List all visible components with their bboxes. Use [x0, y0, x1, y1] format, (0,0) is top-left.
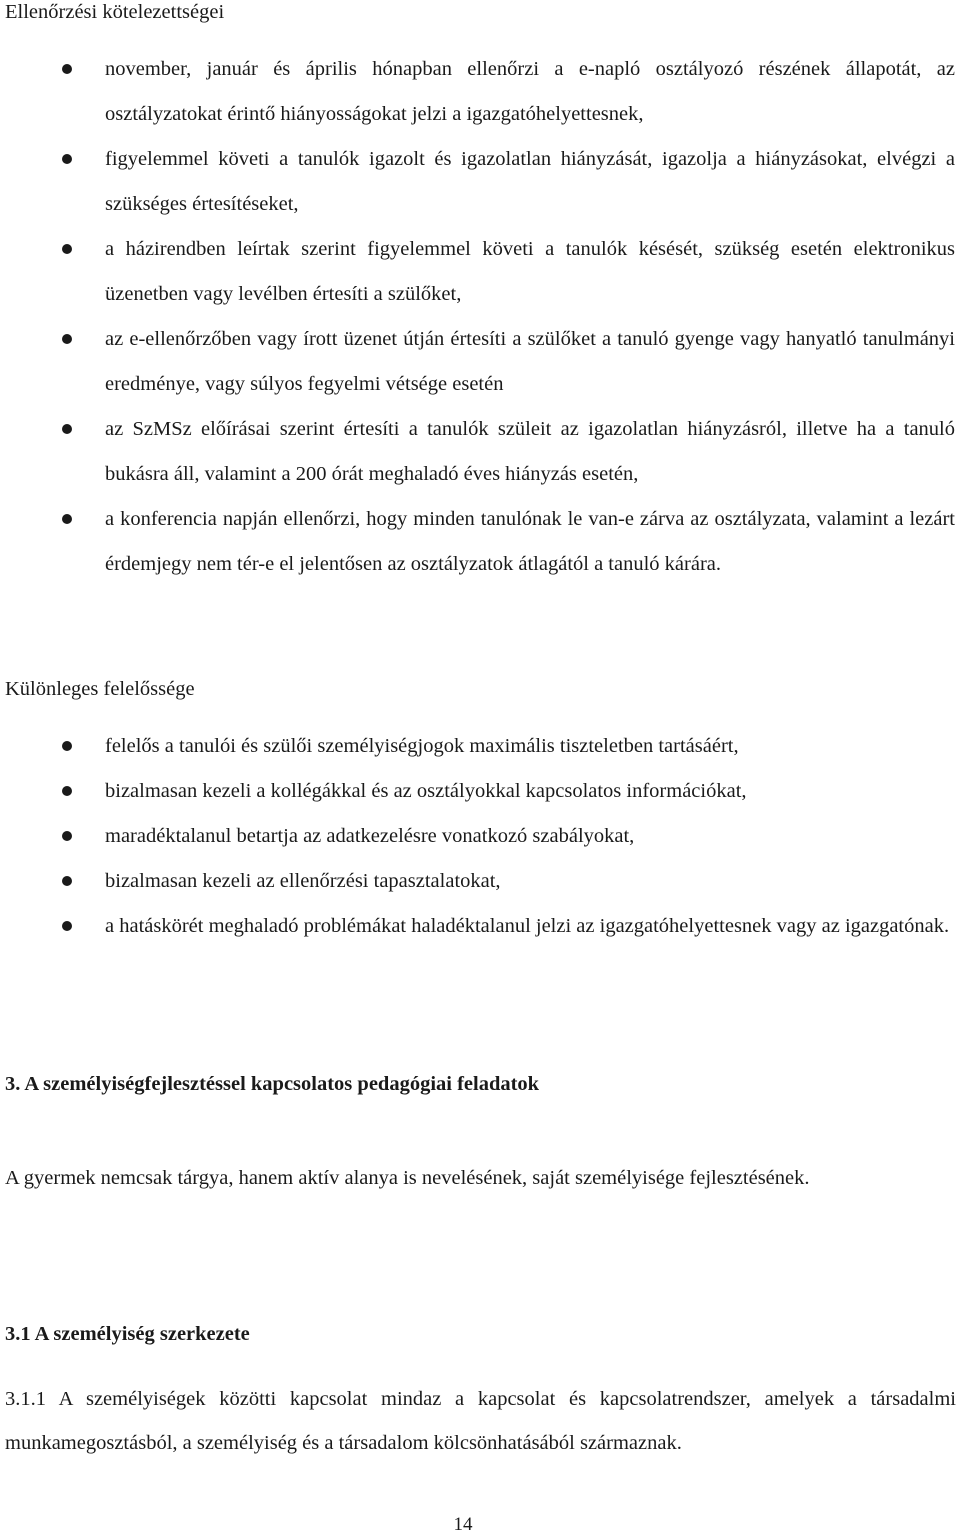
ellenorzesi-list	[0, 47, 960, 587]
section-3-1-1-paragraph: 3.1.1 A személyiségek közötti kapcsolat mindaz a kapcsolat és kapcsolatrendszer, amelyek a társadalmi munkamegosztásból, a személyiség és a társadalom kölcsönhatásából származnak.	[5, 1388, 956, 1454]
list-item: a házirendben leírtak szerint figyelemmel követi a tanulók késését, szükség esetén elektronikus üzenetben vagy levélben értesíti a szülőket,	[0, 227, 960, 317]
list-item: felelős a tanulói és szülői személyiségjogok maximális tiszteletben tartásáért,	[0, 724, 960, 769]
bullet-icon	[62, 154, 72, 164]
bullet-icon	[62, 514, 72, 524]
bullet-icon	[62, 64, 72, 74]
list-item: bizalmasan kezeli a kollégákkal és az osztályokkal kapcsolatos információkat,	[0, 769, 960, 814]
bullet-icon	[62, 921, 72, 931]
bullet-icon	[62, 334, 72, 344]
chapter-3-paragraph: A gyermek nemcsak tárgya, hanem aktív alanya is nevelésének, saját személyisége fejlesztésének.	[5, 1167, 810, 1189]
section-heading-3-1: 3.1 A személyiség szerkezete	[5, 1323, 250, 1345]
list-item: a hatáskörét meghaladó problémákat haladéktalanul jelzi az igazgatóhelyettesnek vagy az igazgatónak.	[0, 904, 960, 949]
list-item: figyelemmel követi a tanulók igazolt és igazolatlan hiányzását, igazolja a hiányzásokat, elvégzi a szükséges értesítéseket,	[0, 137, 960, 227]
page-number: 14	[453, 1514, 473, 1535]
kulonleges-list	[0, 724, 960, 949]
section-heading-kulonleges: Különleges felelőssége	[5, 678, 195, 700]
section-heading-ellenorzesi: Ellenőrzési kötelezettségei	[5, 1, 225, 23]
list-item: maradéktalanul betartja az adatkezelésre vonatkozó szabályokat,	[0, 814, 960, 859]
list-item: a konferencia napján ellenőrzi, hogy minden tanulónak le van-e zárva az osztályzata, valamint a lezárt érdemjegy nem tér-e el jelentősen az osztályzatok átlagától a tanuló kárára.	[0, 497, 960, 587]
bullet-icon	[62, 876, 72, 886]
list-item: az e-ellenőrzőben vagy írott üzenet útján értesíti a szülőket a tanuló gyenge vagy hanyatló tanulmányi eredménye, vagy súlyos fegyelmi vétsége esetén	[0, 317, 960, 407]
chapter-heading-3: 3. A személyiségfejlesztéssel kapcsolatos pedagógiai feladatok	[5, 1073, 540, 1095]
list-item: november, január és április hónapban ellenőrzi a e-napló osztályozó részének állapotát, az osztályzatokat érintő hiányosságokat jelzi a igazgatóhelyettesnek,	[0, 47, 960, 137]
bullet-icon	[62, 741, 72, 751]
bullet-icon	[62, 786, 72, 796]
bullet-icon	[62, 244, 72, 254]
list-item: az SzMSz előírásai szerint értesíti a tanulók szüleit az igazolatlan hiányzásról, illetve ha a tanuló bukásra áll, valamint a 200 órát meghaladó éves hiányzás esetén,	[0, 407, 960, 497]
bullet-icon	[62, 831, 72, 841]
bullet-icon	[62, 424, 72, 434]
list-item: bizalmasan kezeli az ellenőrzési tapasztalatokat,	[0, 859, 960, 904]
